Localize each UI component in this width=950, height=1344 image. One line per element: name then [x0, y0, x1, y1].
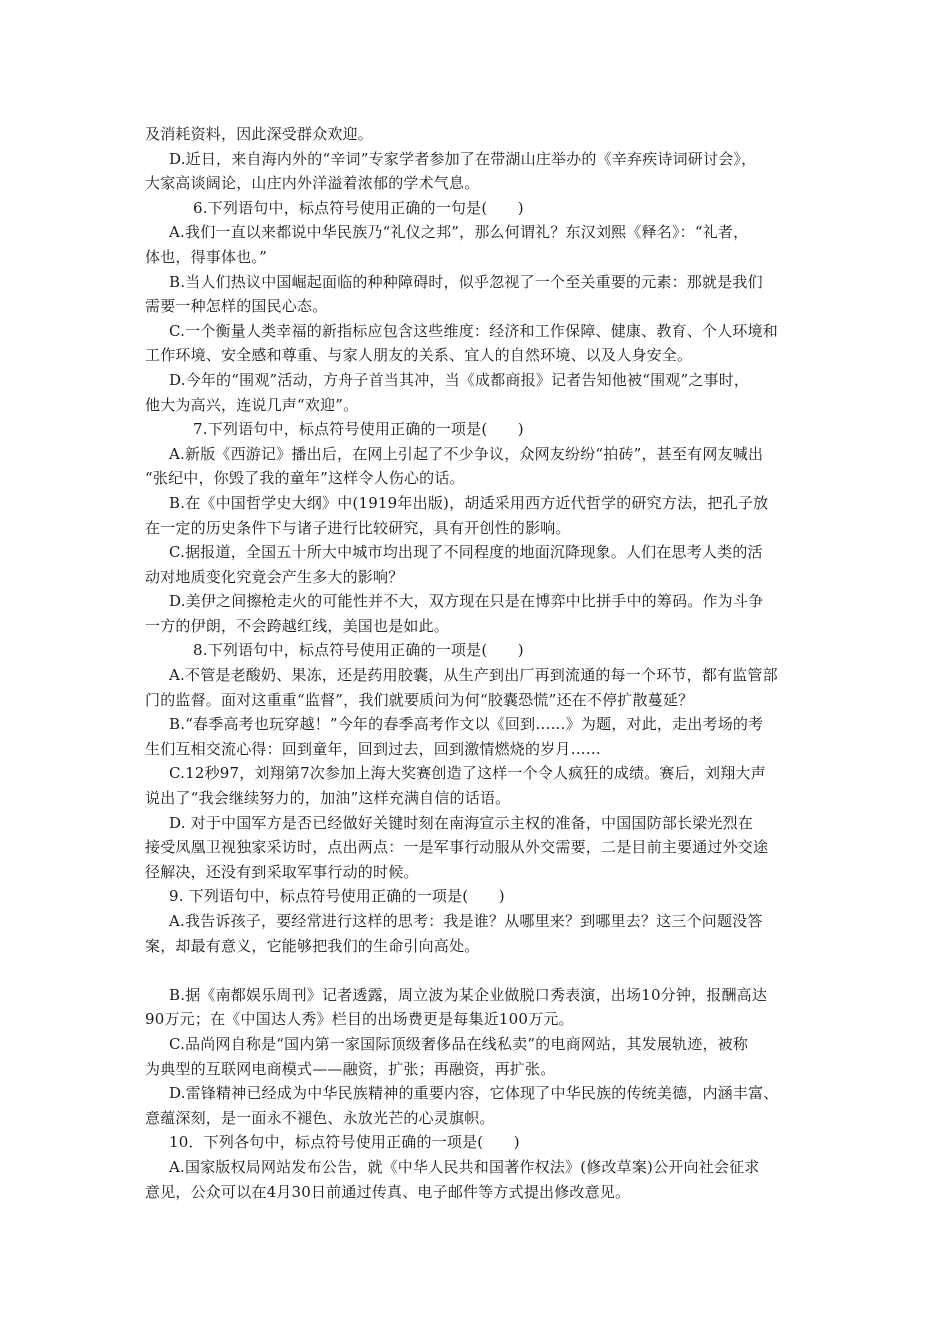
document-body: [145, 122, 815, 1204]
text-line: A.不管是老酸奶、果冻，还是药用胶囊，从生产到出厂再到流通的每一个环节，都有监管部: [169, 666, 778, 685]
text-line: C.12秒97，刘翔第7次参加上海大奖赛创造了这样一个令人疯狂的成绩。赛后，刘翔大声: [169, 764, 766, 783]
text-line: 案，却最有意义，它能够把我们的生命引向高处。: [145, 936, 480, 955]
text-line: 意蕴深刻，是一面永不褪色、永放光芒的心灵旗帜。: [145, 1108, 495, 1127]
text-line: 为典型的互联网电商模式——融资，扩张；再融资，再扩张。: [145, 1059, 556, 1078]
text-line: 动对地质变化究竟会产生多大的影响？: [145, 567, 404, 586]
text-line: 生们互相交流心得：回到童年，回到过去，回到激情燃烧的岁月……: [145, 739, 602, 758]
text-line: 意见，公众可以在4月30日前通过传真、电子邮件等方式提出修改意见。: [145, 1182, 631, 1201]
text-line: A.新版《西游记》播出后，在网上引起了不少争议，众网友纷纷“拍砖”，甚至有网友喊出: [169, 444, 764, 463]
text-line: A.我告诉孩子，要经常进行这样的思考：我是谁？从哪里来？到哪里去？这三个问题没答: [169, 912, 763, 930]
text-line: 90万元；在《中国达人秀》栏目的出场费更是每集近100万元。: [145, 1010, 574, 1029]
text-line: D.近日，来自海内外的“辛词”专家学者参加了在带湖山庄举办的《辛弃疾诗词研讨会》，: [169, 149, 757, 168]
text-line: B.在《中国哲学史大纲》中(1919年出版)，胡适采用西方近代哲学的研究方法，把孔子放: [169, 493, 769, 512]
text-line: 大家高谈阔论，山庄内外洋溢着浓郁的学术气息。: [145, 174, 480, 193]
text-line: B.据《南都娱乐周刊》记者透露，周立波为某企业做脱口秀表演，出场10分钟，报酬高达: [169, 985, 768, 1004]
text-line: C.据报道，全国五十所大中城市均出现了不同程度的地面沉降现象。人们在思考人类的活: [169, 543, 763, 562]
text-line: 需要一种怎样的国民心态。: [145, 297, 328, 316]
text-line: 在一定的历史条件下与诸子进行比较研究，具有开创性的影响。: [145, 518, 571, 537]
text-line: A.我们一直以来都说中华民族乃“礼仪之邦”，那么何谓礼？东汉刘熙《释名》：“礼者，: [169, 223, 749, 242]
text-line: “张纪中，你毁了我的童年”这样令人伤心的话。: [145, 469, 465, 488]
text-line: D.美伊之间擦枪走火的可能性并不大，双方现在只是在博弈中比拼手中的筹码。作为斗争: [169, 592, 764, 611]
text-line: D.今年的“围观”活动，方舟子首当其冲，当《成都商报》记者告知他被“围观”之事时，: [169, 370, 750, 389]
text-line: 8.下列语句中，标点符号使用正确的一项是( ): [193, 641, 524, 660]
text-line: A.国家版权局网站发布公告，就《中华人民共和国著作权法》(修改草案)公开向社会征求: [169, 1157, 760, 1176]
text-line: C.品尚网自称是“国内第一家国际顶级奢侈品在线私卖”的电商网站，其发展轨迹，被称: [169, 1034, 749, 1053]
text-line: 接受凤凰卫视独家采访时，点出两点：一是军事行动服从外交需要，二是目前主要通过外交途: [145, 838, 769, 857]
text-line: B.当人们热议中国崛起面临的种种障碍时，似乎忽视了一个至关重要的元素：那就是我们: [169, 272, 763, 291]
text-line: 径解决，还没有到采取军事行动的时候。: [145, 862, 419, 881]
text-line: 10．下列各句中，标点符号使用正确的一项是( ): [169, 1133, 520, 1152]
text-line: D.雷锋精神已经成为中华民族精神的重要内容，它体现了中华民族的传统美德，内涵丰富、: [169, 1084, 779, 1103]
text-line: 他大为高兴，连说几声“欢迎”。: [145, 395, 359, 414]
text-line: C.一个衡量人类幸福的新指标应包含这些维度：经济和工作保障、健康、教育、个人环境和: [169, 321, 778, 340]
text-line: 及消耗资料，因此深受群众欢迎。: [145, 125, 374, 143]
text-line: 工作环境、安全感和尊重、与家人朋友的关系、宜人的自然环境、以及人身安全。: [145, 346, 693, 365]
text-line: 门的监督。面对这重重“监督”，我们就要质问为何“胶囊恐慌”还在不停扩散蔓延？: [145, 690, 694, 709]
text-line: 6.下列语句中，标点符号使用正确的一句是( ): [193, 198, 524, 217]
text-line: 9. 下列语句中，标点符号使用正确的一项是( ): [169, 887, 505, 906]
blank-line: [145, 958, 815, 983]
text-line: 体也，得事体也。”: [145, 247, 267, 266]
text-line: B.“春季高考也玩穿越！”今年的春季高考作文以《回到……》为题，对此，走出考场的考: [169, 715, 764, 734]
text-line: 说出了“我会继续努力的，加油”这样充满自信的话语。: [145, 789, 511, 808]
text-line: D. 对于中国军方是否已经做好关键时刻在南海宣示主权的准备，中国国防部长梁光烈在: [169, 813, 754, 832]
text-line: 一方的伊朗，不会跨越红线，美国也是如此。: [145, 616, 450, 635]
text-line: 7.下列语句中，标点符号使用正确的一项是( ): [193, 420, 524, 439]
